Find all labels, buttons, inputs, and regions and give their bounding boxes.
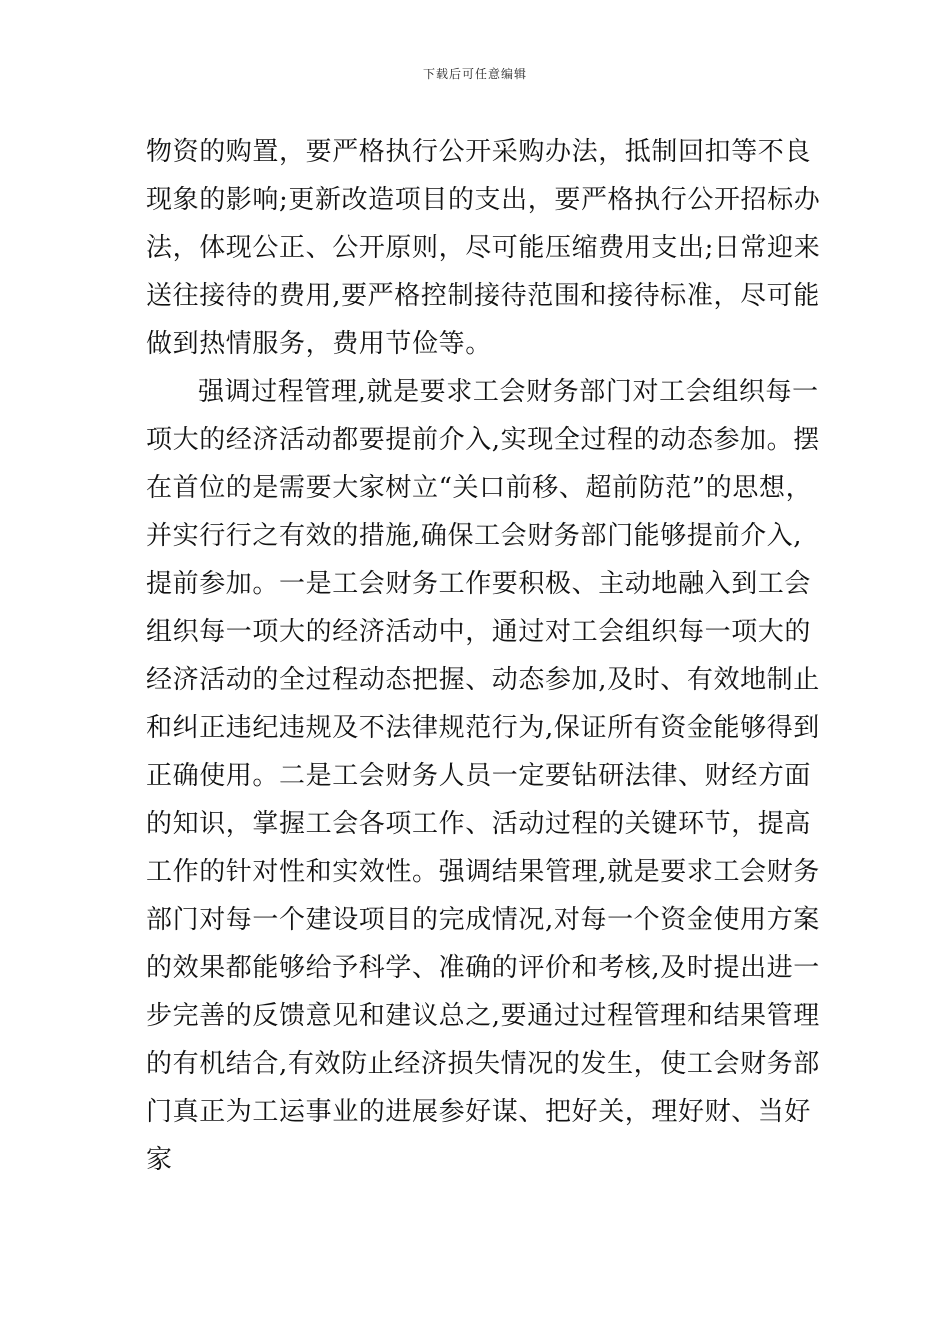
text-line: 送往接待的费用,要严格控制接待范围和接待标准，尽可能: [146, 281, 820, 311]
text-line: 和纠正违纪违规及不法律规范行为,保证所有资金能够得到: [146, 713, 820, 743]
text-line: 组织每一项大的经济活动中，通过对工会组织每一项大的: [146, 617, 812, 647]
text-line: 的有机结合,有效防止经济损失情况的发生，使工会财务部: [146, 1049, 820, 1079]
text-line: 法，体现公正、公开原则，尽可能压缩费用支出;日常迎来: [146, 233, 821, 263]
text-line: 正确使用。二是工会财务人员一定要钻研法律、财经方面: [146, 761, 812, 791]
text-line: 现象的影响;更新改造项目的支出，要严格执行公开招标办: [146, 185, 821, 215]
text-line: 部门对每一个建设项目的完成情况,对每一个资金使用方案: [146, 905, 820, 935]
text-line: 项大的经济活动都要提前介入,实现全过程的动态参加。摆: [146, 425, 820, 455]
text-line: 家: [146, 1145, 173, 1175]
paragraph-start-line: 强调过程管理,就是要求工会财务部门对工会组织每一: [198, 377, 819, 407]
document-body: [146, 128, 821, 1184]
text-line: 工作的针对性和实效性。强调结果管理,就是要求工会财务: [146, 857, 820, 887]
text-line: 做到热情服务，费用节俭等。: [146, 329, 492, 359]
page-header: 下载后可任意编辑: [422, 67, 527, 81]
text-line: 的效果都能够给予科学、准确的评价和考核,及时提出进一: [146, 953, 820, 983]
text-line: 门真正为工运事业的进展参好谋、把好关，理好财、当好: [146, 1097, 812, 1127]
text-line: 并实行行之有效的措施,确保工会财务部门能够提前介入,: [146, 521, 803, 551]
text-line: 的知识，掌握工会各项工作、活动过程的关键环节，提高: [146, 809, 812, 839]
text-line: 经济活动的全过程动态把握、动态参加,及时、有效地制止: [146, 665, 820, 695]
text-line: 在首位的是需要大家树立“关口前移、超前防范”的思想，: [146, 473, 813, 503]
text-line: 提前参加。一是工会财务工作要积极、主动地融入到工会: [146, 569, 812, 599]
text-line: 物资的购置，要严格执行公开采购办法，抵制回扣等不良: [146, 137, 812, 167]
text-line: 步完善的反馈意见和建议总之,要通过过程管理和结果管理: [146, 1001, 820, 1031]
